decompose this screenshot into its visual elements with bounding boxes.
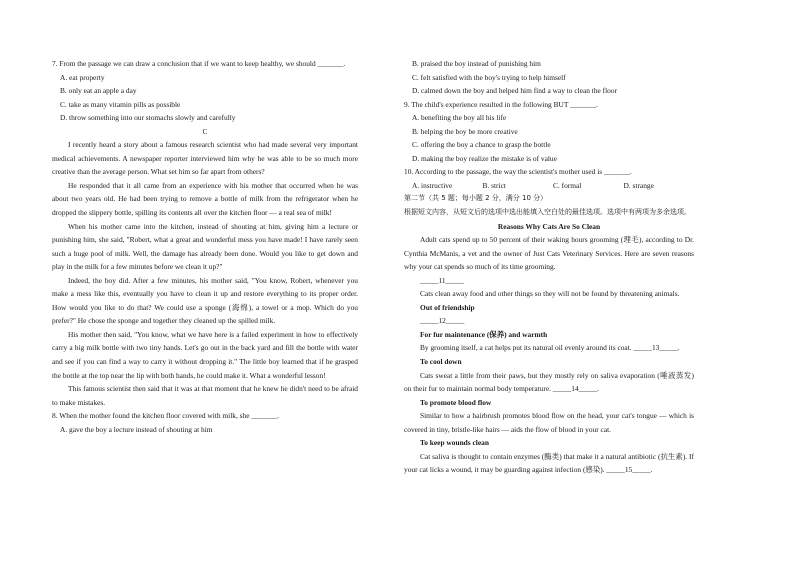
- passage-paragraph: Indeed, the boy did. After a few minutes, his mother said, "You know, Robert, whenever you make a mess like this, eventually you have to clean it up and restore everything to its proper order. How would you like to do that? We could use a sponge (海绵), a towel or a mop. Which do you prefer?" He chose the sponge and together they cleaned up the spilled milk.: [52, 275, 358, 326]
- paragraph-11: Cats clean away food and other things so they will not be found by threatening animals.: [420, 289, 680, 299]
- heading-fur: For fur maintenance (保养) and warmth: [420, 329, 548, 339]
- paragraph-cool: Cats sweat a little from their paws, but they mostly rely on saliva evaporation (唾液蒸发) on their fur to maintain normal body temperature. _____14_____.: [404, 370, 694, 394]
- q10-option-a: A. instructive: [412, 180, 453, 190]
- q10-option-b: B. strict: [482, 180, 506, 190]
- q7-option-a: A. eat property: [60, 72, 105, 82]
- passage-title: Reasons Why Cats Are So Clean: [497, 221, 601, 231]
- passage-paragraph: He responded that it all came from an experience with his mother that occurred when he was about two years old. He had been trying to remove a bottle of milk from the refrigerator when he dropped the slippery bottle, spilling its contents all over the kitchen floor — a real sea of milk!: [52, 180, 358, 218]
- q8-option-a: A. gave the boy a lecture instead of shouting at him: [60, 424, 213, 434]
- paragraph-fur: By grooming itself, a cat helps put its natural oil evenly around its coat. _____13_____.: [420, 343, 680, 353]
- section2-instruction: 根据短文内容，从短文后的选项中选出能填入空白处的最佳选项。选项中有两项为多余选项。: [404, 208, 691, 217]
- heading-friendship: Out of friendship: [420, 302, 475, 312]
- heading-blood: To promote blood flow: [420, 397, 492, 407]
- paragraph-wounds: Cat saliva is thought to contain enzymes (酶类) that make it a natural antibiotic (抗生素). If your cat licks a wound, it may be guarding against infection (感染). _____15_____.: [404, 451, 694, 475]
- heading-wounds: To keep wounds clean: [420, 438, 489, 448]
- passage-paragraph: This famous scientist then said that it was at that moment that he knew he didn't need to be afraid to make mistakes.: [52, 384, 358, 407]
- q10-options: [404, 179, 694, 193]
- q7-option-c: C. take as many vitamin pills as possible: [60, 99, 181, 109]
- q8-option-b: B. praised the boy instead of punishing him: [412, 59, 541, 68]
- q10-option-c: C. formal: [553, 180, 582, 190]
- q10-stem: 10. According to the passage, the way the scientist's mother used is _______.: [404, 167, 632, 177]
- q7-option-b: B. only eat an apple a day: [60, 86, 137, 96]
- passage-paragraph: When his mother came into the kitchen, instead of shouting at him, giving him a lecture or punishing him, she said, "Robert, what a great and wonderful mess you have made! I have rarely seen such a huge pool of milk. Well, the damage has already been done. Would you like to get down and play in the milk for a few minutes before we clean it up?": [52, 221, 358, 272]
- q9-stem: 9. The child's experience resulted in the following BUT _______.: [404, 99, 598, 109]
- q9-option-c: C. offering the boy a chance to grasp the bottle: [412, 140, 551, 150]
- heading-cool: To cool down: [420, 357, 462, 367]
- q9-option-d: D. making the boy realize the mistake is of value: [412, 153, 557, 163]
- q9-option-b: B. helping the boy be more creative: [412, 126, 518, 136]
- intro-paragraph: Adult cats spend up to 50 percent of their waking hours grooming (理毛), according to Dr. Cynthia McManis, a vet and the owner of Just Cats Veterinary Services. Here are seven reasons why your cat spends so much of its time grooming.: [404, 235, 694, 272]
- q10-option-d: D. strange: [623, 180, 654, 190]
- blank-12: _____12_____: [420, 316, 465, 326]
- q8-option-d: D. calmed down the boy and helped him find a way to clean the floor: [412, 86, 618, 96]
- q8-stem: 8. When the mother found the kitchen floor covered with milk, she _______.: [52, 411, 280, 421]
- q8-option-c: C. felt satisfied with the boy's trying to help himself: [412, 72, 566, 82]
- passage-paragraph: His mother then said, "You know, what we have here is a failed experiment in how to effectively carry a big milk bottle with two tiny hands. Let's go out in the back yard and fill the bottle with water and see if you can find a way to carry it without dropping it." The little boy learned that if he grasped the bottle at the top near the lip with both hands, he could make it. What a wonderful lesson!: [52, 329, 358, 380]
- right-column: [404, 57, 694, 477]
- q7-stem: 7. From the passage we can draw a conclusion that if we want to keep healthy, we should _______.: [52, 59, 346, 68]
- q7-option-d: D. throw something into our stomachs slowly and carefully: [60, 113, 236, 123]
- section2-header: 第二节（共 5 题；每小题 2 分，满分 10 分）: [404, 194, 548, 203]
- section-letter: C: [202, 126, 208, 136]
- paragraph-blood: Similar to how a hairbrush promotes blood flow on the head, your cat's tongue — which is covered in tiny, bristle-like hairs — aids the flow of blood in your cat.: [404, 411, 694, 434]
- left-column: [52, 57, 358, 436]
- q9-option-a: A. benefiting the boy all his life: [412, 113, 507, 123]
- passage-paragraph: I recently heard a story about a famous research scientist who had made several very important medical achievements. A newspaper reporter interviewed him why he was able to be so much more creative than the average person. What set him so far apart from others?: [52, 140, 358, 177]
- blank-11: _____11_____: [420, 275, 465, 285]
